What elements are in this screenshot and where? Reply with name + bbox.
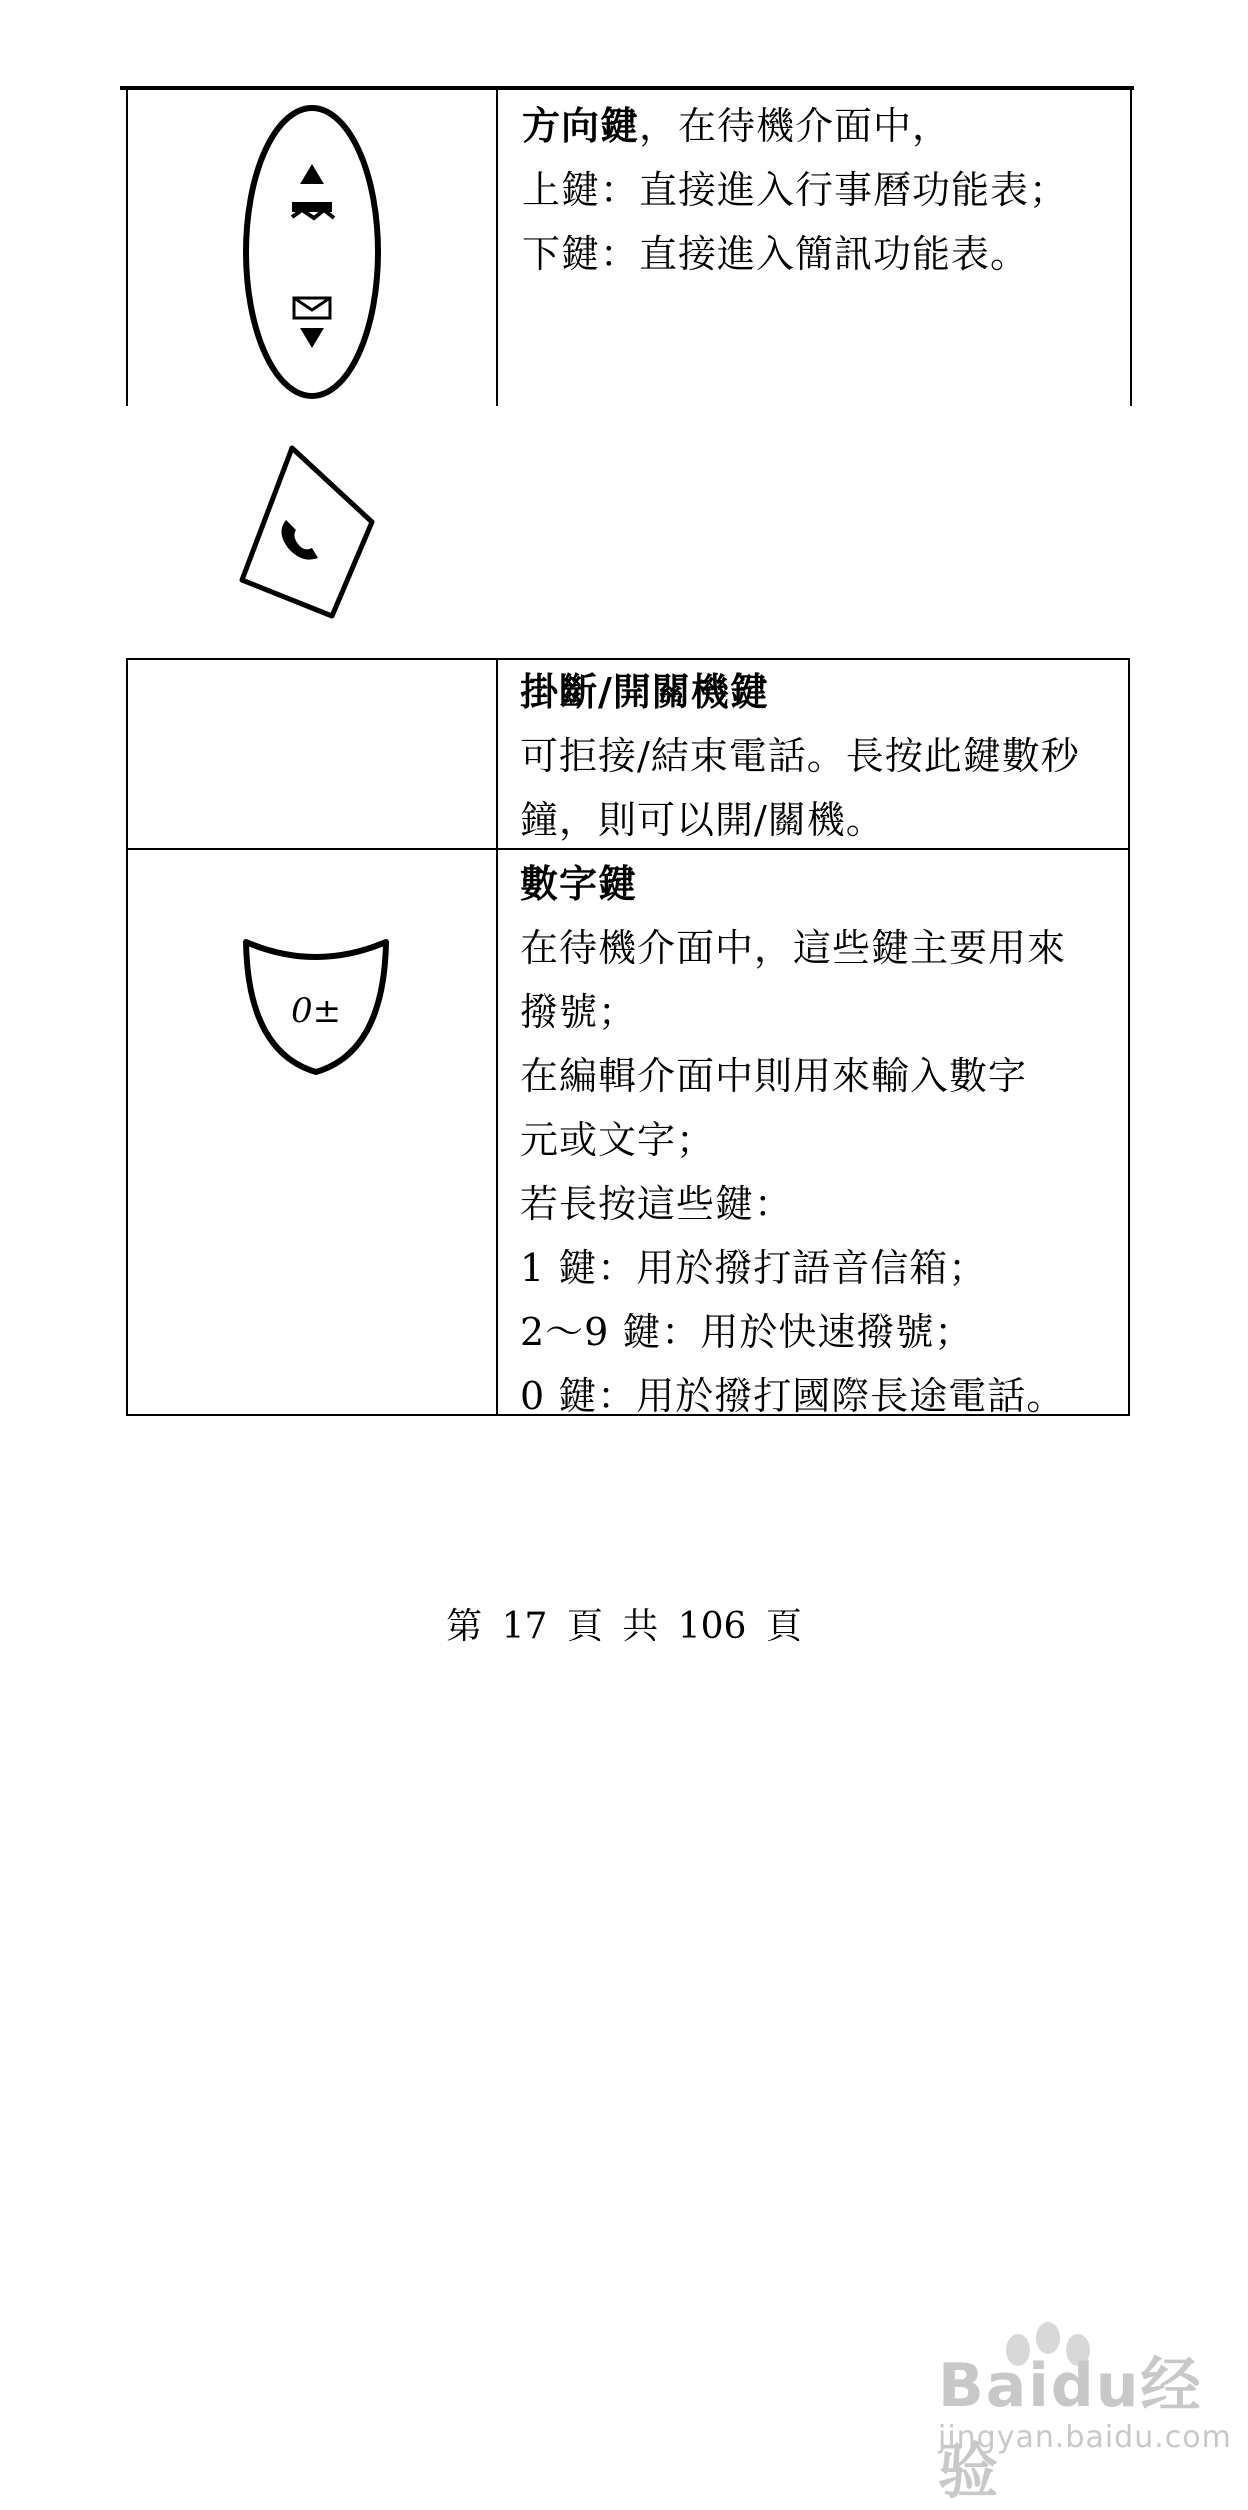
number-key-line: 0 鍵：用於撥打國際長途電話。 bbox=[520, 1374, 1066, 1418]
envelope-icon bbox=[294, 298, 330, 318]
watermark-url: jingyan.baidu.com bbox=[938, 2420, 1232, 2455]
call-key-icon bbox=[232, 440, 380, 626]
nav-key-up-line: 上鍵：直接進入行事曆功能表； bbox=[522, 168, 1069, 212]
number-key-line: 若長按這些鍵： bbox=[520, 1182, 794, 1226]
baidu-watermark bbox=[878, 2320, 1232, 2507]
number-key-line: 2～9 鍵：用於快速撥號； bbox=[520, 1310, 974, 1354]
end-key-line: 鐘，則可以開/關機。 bbox=[520, 798, 885, 842]
column-divider bbox=[496, 90, 498, 406]
number-key-cell bbox=[520, 852, 1066, 1428]
number-key-title: 數字鍵 bbox=[520, 861, 638, 906]
page-number: 第 17 頁 共 106 頁 bbox=[446, 1606, 802, 1647]
end-key-title: 掛斷/開關機鍵 bbox=[520, 669, 769, 714]
zero-key-label: 0± bbox=[290, 991, 342, 1031]
number-key-line: 元或文字； bbox=[520, 1118, 716, 1162]
number-key-line: 撥號； bbox=[520, 990, 638, 1034]
nav-key-icon bbox=[242, 102, 382, 402]
end-key-cell bbox=[520, 660, 1080, 852]
zero-key-icon bbox=[236, 932, 396, 1082]
key-table bbox=[126, 658, 1130, 1416]
nav-key-intro: ，在待機介面中， bbox=[639, 104, 952, 148]
column-divider bbox=[496, 660, 498, 1414]
nav-key-title: 方向鍵 bbox=[522, 103, 640, 148]
number-key-line: 在編輯介面中則用來輸入數字 bbox=[520, 1054, 1028, 1098]
number-key-line: 1 鍵：用於撥打語音信箱； bbox=[520, 1246, 988, 1290]
watermark-brand: Baidu经验 bbox=[938, 2351, 1203, 2507]
number-key-line: 在待機介面中，這些鍵主要用來 bbox=[520, 926, 1067, 970]
nav-key-table bbox=[126, 90, 1132, 406]
nav-key-down-line: 下鍵：直接進入簡訊功能表。 bbox=[522, 232, 1030, 276]
end-key-line: 可拒接/結束電話。長按此鍵數秒 bbox=[520, 734, 1080, 778]
